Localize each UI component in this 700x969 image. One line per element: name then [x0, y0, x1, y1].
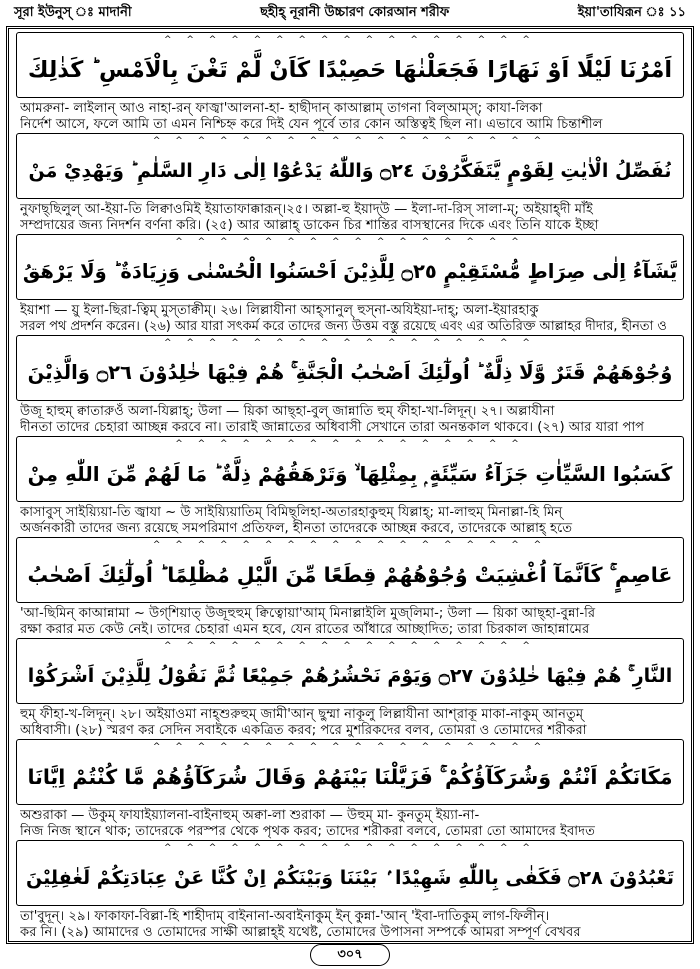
translation-line: কর নি। (২৯) আমাদের ও তোমাদের সাক্ষী আল্লাহ্‌ই যথেষ্ট, তোমাদের উপাসনা সম্পর্কে আমরা সম্পূর্ণ বেখবর	[20, 925, 581, 940]
translation-line: রক্ষা করার মত কেউ নেই। তাদের চেহারা এমন হবে, যেন রাতের আঁধারে আচ্ছাদিত; তারা চিরকাল জাহান্নামের	[20, 622, 590, 637]
verse-block	[16, 739, 684, 840]
arabic-text: وُجُوْهَهُمْ قَتَرٌ وَّلَا ذِلَّةٌ ؕ اُولٰٓئِكَ اَصْحٰبُ الْجَنَّةِ ۚ هُمْ فِيْهَا خٰلِدُوْنَ ۝٢٦ وَالَّذِيْنَ	[27, 361, 673, 385]
transliteration-line: 'আ-ছিমিন্‌ কাআন্নামা ~ উগ্‌শিয়াত্‌ উজূহুহুম্‌ ক্বিত্বোয়া'আম্‌ মিনাল্লাইলি মুজ্‌লিমা-; উলা — য়িকা আছ্‌হা-বুন্না-রি	[20, 606, 596, 621]
translation-line: সম্প্রদায়ের জন্য নিদর্শন বর্ণনা করি। (২৫) আর আল্লাহ্‌ ডাকেন চির শান্তির বাসস্থানের দিকে এবং তিনি যাকে ইচ্ছা	[20, 218, 599, 233]
transliteration-line: নুফাছ্‌ছিলুল্‌ আ-ইয়া-তি লিক্বাওমিই ইয়াতাফাক্কারূন্‌।২৫। অল্লা-হু ইয়াদ্‌উ — ইলা-দা-রিস্‌ সালা-ম্‌; অইয়াহ্‌দী মাঁই	[20, 202, 593, 217]
arabic-ayah-box	[16, 537, 684, 603]
recitation-marks: ^ ^ ^ ^ ^ ^ ^ ^ ^ ^ ^ ^ ^ ^ ^ ^ ^ ^	[152, 136, 548, 146]
verse-block	[16, 234, 684, 335]
para-label: ইয়া'তাযিরূন ঃ ১১	[577, 4, 686, 20]
translation-line: সরল পথ প্রদর্শন করেন। (২৬) আর যারা সৎকর্ম করে তাদের জন্য উত্তম বস্তু রয়েছে এবং এর অতিরিক্ত আল্লাহর দীদার, হীনতা ও	[20, 319, 667, 334]
translation-line: দীনতা তাদের চেহারা আচ্ছন্ন করবে না। তারাই জান্নাতের অধিবাসী সেখানে তারা অনন্তকাল থাকবে। (২৭) আর যারা পাপ	[20, 420, 645, 435]
arabic-ayah-box	[16, 32, 684, 98]
arabic-text: مَكَانَكُمْ اَنْتُمْ وَشُرَكَآؤُكُمْ ۚ فَزَيَّلْنَا بَيْنَهُمْ وَقَالَ شُرَكَآؤُهُمْ مَّا كُنْتُمْ اِيَّانَا	[27, 764, 673, 789]
recitation-marks: ^ ^ ^ ^ ^ ^ ^ ^ ^ ^ ^ ^ ^ ^ ^ ^ ^	[164, 338, 536, 348]
arabic-ayah-box	[16, 739, 684, 805]
verse-block	[16, 335, 684, 436]
recitation-marks: ^ ^ ^ ^ ^ ^ ^ ^ ^ ^ ^ ^ ^ ^ ^ ^ ^ ^	[152, 742, 548, 752]
page-frame	[6, 26, 694, 944]
arabic-ayah-box	[16, 234, 684, 300]
page-number-badge	[310, 944, 390, 966]
translation-line: অধিবাসী। (২৮) স্মরণ কর সেদিন সবাইকে একত্রিত করব; পরে মুশরিকদের বলব, তোমরা ও তোমাদের শরীকরা	[20, 723, 587, 738]
arabic-text: اَمْرُنَا لَيْلًا اَوْ نَهَارًا فَجَعَلْنٰهَا حَصِيْدًا كَاَنْ لَّمْ تَغْنَ بِالْاَمْسِ ؕ كَذٰلِكَ	[27, 56, 673, 83]
transliteration-line: আমরুনা- লাইলান্‌ আও নাহা-রন্‌ ফাজ্বা'আলনা-হা- হাছীদান্‌ কাআল্লাম্‌ তাগনা বিল্‌আম্‌স্‌; কাযা-লিকা	[20, 101, 543, 116]
verse-block	[16, 638, 684, 739]
recitation-marks: ^ ^ ^ ^ ^ ^ ^ ^ ^ ^ ^ ^ ^ ^ ^ ^ ^	[164, 843, 536, 853]
translation-line: নিজ নিজ স্থানে থাক; তাদেরকে পরস্পর থেকে পৃথক করব; তাদের শরীকরা বলবে, তোমরা তো আমাদের ইবাদত	[20, 824, 595, 839]
verse-block	[16, 436, 684, 537]
transliteration-line: অশুরাকা — উকুম্‌ ফাযাইয়্যালনা-বাইনাহুম্‌ অক্বা-লা শুরাকা — উহুম্‌ মা- কুনতুম্‌ ইয়্যা-না-	[20, 808, 480, 823]
recitation-marks: ^ ^ ^ ^ ^ ^ ^ ^ ^ ^ ^ ^ ^ ^ ^ ^ ^	[164, 641, 536, 651]
verse-block	[16, 133, 684, 234]
arabic-text: كَسَبُوا السَّيِّاٰتِ جَزَآءُ سَيِّئَةٍ ۭ بِمِثْلِهَا ۙ وَتَرْهَقُهُمْ ذِلَّةٌ ؕ مَا لَهُمْ مِّنَ اللّٰهِ مِنْ	[27, 462, 673, 486]
recitation-marks: ^ ^ ^ ^ ^ ^ ^ ^ ^ ^ ^ ^ ^ ^ ^ ^ ^ ^	[152, 540, 548, 550]
arabic-text: نُفَصِّلُ الْاٰيٰتِ لِقَوْمٍ يَّتَفَكَّرُوْنَ ۝٢٤ وَاللّٰهُ يَدْعُوْٓا اِلٰى دَارِ السَّلٰمِ ؕ وَيَهْدِيْ مَنْ	[28, 159, 672, 182]
arabic-text: يَّشَآءُ اِلٰى صِرَاطٍ مُّسْتَقِيْمٍ ۝٢٥ لِلَّذِيْنَ اَحْسَنُوا الْحُسْنٰى وَزِيَادَةٌ ؕ وَلَا يَرْهَقُ	[22, 260, 678, 284]
book-title: ছহীহ্‌ নূরানী উচ্চারণ কোরআন শরীফ	[260, 4, 450, 20]
arabic-ayah-box	[16, 133, 684, 199]
verse-block	[16, 840, 684, 941]
transliteration-line: হুম্‌ ফীহা-খ-লিদূন্‌। ২৮। অইয়াওমা নাহ্‌শুরুহুম্‌ জামী'আন্‌ ছুম্মা নাকূলু লিল্লাযীনা আশ্‌রাকূ মাকা-নাকুম্‌ আনতুম্‌	[20, 707, 584, 722]
transliteration-line: তা'বুদূন্‌। ২৯। ফাকাফা-বিল্লা-হি শাহীদাম্‌ বাইনানা-অবাইনাকুম্‌ ইন্‌ কুন্না-'আন্‌ 'ইবা-দাতিকুম্‌ লাগ-ফিলীন্‌।	[20, 909, 550, 924]
verse-block	[16, 32, 684, 133]
arabic-ayah-box	[16, 840, 684, 906]
surah-label: সূরা ইউনুস্‌ ঃ মাদানী	[14, 4, 132, 20]
verse-block	[16, 537, 684, 638]
recitation-marks: ^ ^ ^ ^ ^ ^ ^ ^ ^ ^ ^ ^ ^ ^ ^ ^ ^	[164, 35, 536, 45]
transliteration-line: কাসাবুস্‌ সাইয়্যিয়া-তি জ্বাযা ~ উ সাইয়্যিয়াতিম্‌ বিমিছ্‌লিহা-অতারহাকুহুম্‌ যিল্লাহ্‌; মা-লাহুম্‌ মিনাল্লা-হি মিন্‌	[20, 505, 563, 520]
arabic-text: عَاصِمٍ ۚ كَاَنَّمَآ اُغْشِيَتْ وُجُوْهُهُمْ قِطَعًا مِّنَ الَّيْلِ مُظْلِمًا ؕ اُولٰٓئِكَ اَصْحٰبُ	[27, 562, 673, 587]
page-header	[0, 0, 700, 26]
recitation-marks: ^ ^ ^ ^ ^ ^ ^ ^ ^ ^ ^ ^ ^ ^ ^ ^	[175, 439, 525, 449]
transliteration-line: উজূ হাহুম্‌ ক্বাতারুওঁ অলা-যিল্লাহ্‌; উলা — য়িকা আছ্‌হা-বুল্‌ জান্নাতি হুম্‌ ফীহা-খা-লিদূন্‌। ২৭। অল্লাযীনা	[20, 404, 555, 419]
translation-line: নির্দেশ আসে, ফলে আমি তা এমন নিশ্চিহ্ন করে দিই যেন পূর্বে তার কোন অস্তিত্বই ছিল না। এভাবে আমি চিন্তাশীল	[20, 117, 603, 132]
translation-line: অর্জনকারী তাদের জন্য রয়েছে সমপরিমাণ প্রতিফল, হীনতা তাদেরকে আচ্ছন্ন করবে, তাদেরকে আল্লাহ্‌ হতে	[20, 521, 573, 536]
arabic-ayah-box	[16, 638, 684, 704]
transliteration-line: ইয়াশা — য়ু ইলা-ছিরা-ত্বিম্‌ মুস্‌তাক্বীম্‌। ২৬। লিল্লাযীনা আহ্‌সানুল্‌ হুস্‌না-অযিইয়া-দাহ্‌; অলা-ইয়ারহাকু	[20, 303, 539, 318]
page-number: ৩০৭	[337, 946, 363, 962]
recitation-marks: ^ ^ ^ ^ ^ ^ ^ ^ ^ ^ ^ ^ ^ ^ ^ ^	[175, 237, 525, 247]
arabic-text: تَعْبُدُوْنَ ۝٢٨ فَكَفٰى بِاللّٰهِ شَهِيْدًا ۢ بَيْنَنَا وَبَيْنَكُمْ اِنْ كُنَّا عَنْ عِبَادَتِكُمْ لَغٰفِلِيْنَ	[26, 866, 674, 889]
arabic-text: النَّارِ ۚ هُمْ فِيْهَا خٰلِدُوْنَ ۝٢٧ وَيَوْمَ نَحْشُرُهُمْ جَمِيْعًا ثُمَّ نَقُوْلُ لِلَّذِيْنَ اَشْرَكُوْا	[27, 664, 673, 687]
arabic-ayah-box	[16, 436, 684, 502]
arabic-ayah-box	[16, 335, 684, 401]
